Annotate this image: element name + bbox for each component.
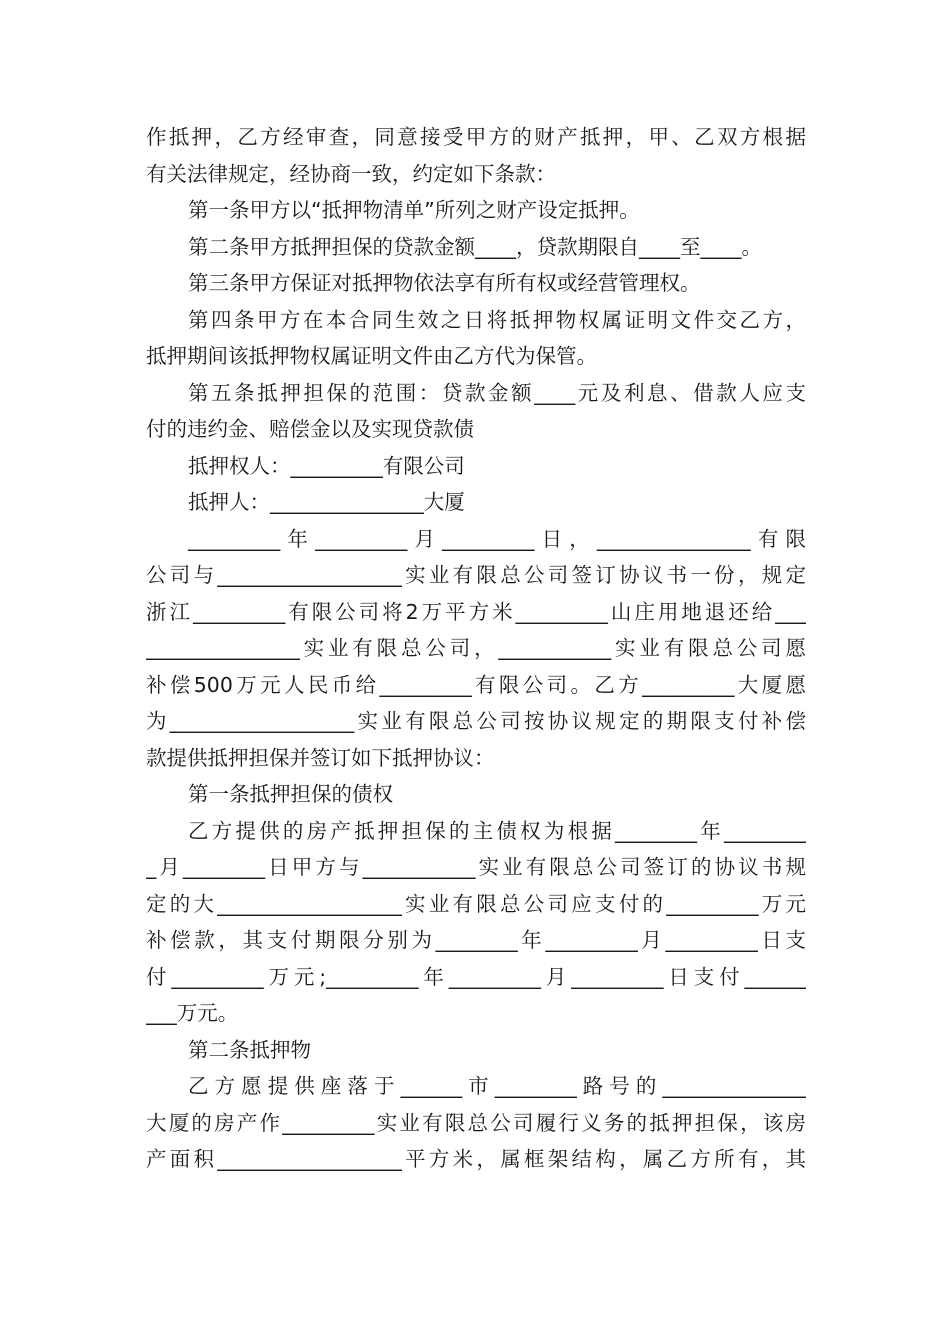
text-line: 为__________________实业有限总公司按协议规定的期限支付补偿 — [146, 709, 806, 733]
clause-line: 第一条甲方以“抵押物清单”所列之财产设定抵押。 — [188, 198, 640, 222]
text-line: 公司与__________________实业有限总公司签订协议书一份，规定 — [146, 563, 806, 587]
text-line: 产面积__________________平方米，属框架结构，属乙方所有，其 — [146, 1147, 806, 1171]
text-line: _______________实业有限总公司，___________实业有限总公司愿 — [146, 636, 806, 660]
signature-line: 抵押人：_______________大厦 — [188, 490, 465, 514]
text-line: 付_________万元;_________年_________月_________日支付______ — [146, 964, 806, 989]
text-line: 抵押期间该抵押物权属证明文件由乙方代为保管。 — [146, 344, 597, 368]
clause-line: 第二条甲方抵押担保的贷款金额____，贷款期限自____至____。 — [188, 234, 762, 259]
text-line: 付的违约金、赔偿金以及实现贷款债 — [146, 417, 474, 441]
text-line: 款提供抵押担保并签订如下抵押协议： — [146, 745, 495, 770]
text-line: _________年_________月_________日，_______________有限 — [188, 526, 806, 551]
clause-heading: 第一条抵押担保的债权 — [188, 782, 393, 806]
text-line: 作抵押，乙方经审查，同意接受甲方的财产抵押，甲、乙双方根据 — [146, 125, 806, 149]
signature-line: 抵押权人：_________有限公司 — [188, 453, 465, 478]
text-line: 补偿500万元人民币给_________有限公司。乙方_________大厦愿 — [146, 672, 806, 697]
document-body — [146, 119, 806, 1178]
text-line: 有关法律规定，经协商一致，约定如下条款： — [146, 161, 556, 186]
text-line: ___万元。 — [146, 1001, 239, 1025]
text-line: _月________日甲方与___________实业有限总公司签订的协议书规 — [146, 855, 806, 879]
text-line: 大厦的房产作_________实业有限总公司履行义务的抵押担保，该房 — [146, 1110, 806, 1135]
text-line: 定的大__________________实业有限总公司应支付的_________万元 — [146, 891, 806, 916]
clause-heading: 第二条抵押物 — [188, 1037, 311, 1062]
text-line: 补偿款，其支付期限分别为________年_________月_________日支 — [146, 928, 806, 952]
text-line: 浙江_________有限公司将2万平方米_________山庄用地退还给___ — [146, 599, 806, 624]
text-line: 乙方愿提供座落于______市________路号的______________ — [188, 1074, 806, 1098]
clause-line: 第五条抵押担保的范围：贷款金额____元及利息、借款人应支 — [188, 380, 806, 405]
clause-line: 第三条甲方保证对抵押物依法享有所有权或经营管理权。 — [188, 271, 701, 295]
clause-line: 第四条甲方在本合同生效之日将抵押物权属证明文件交乙方， — [188, 307, 806, 332]
text-line: 乙方提供的房产抵押担保的主债权为根据________年________ — [188, 818, 806, 843]
